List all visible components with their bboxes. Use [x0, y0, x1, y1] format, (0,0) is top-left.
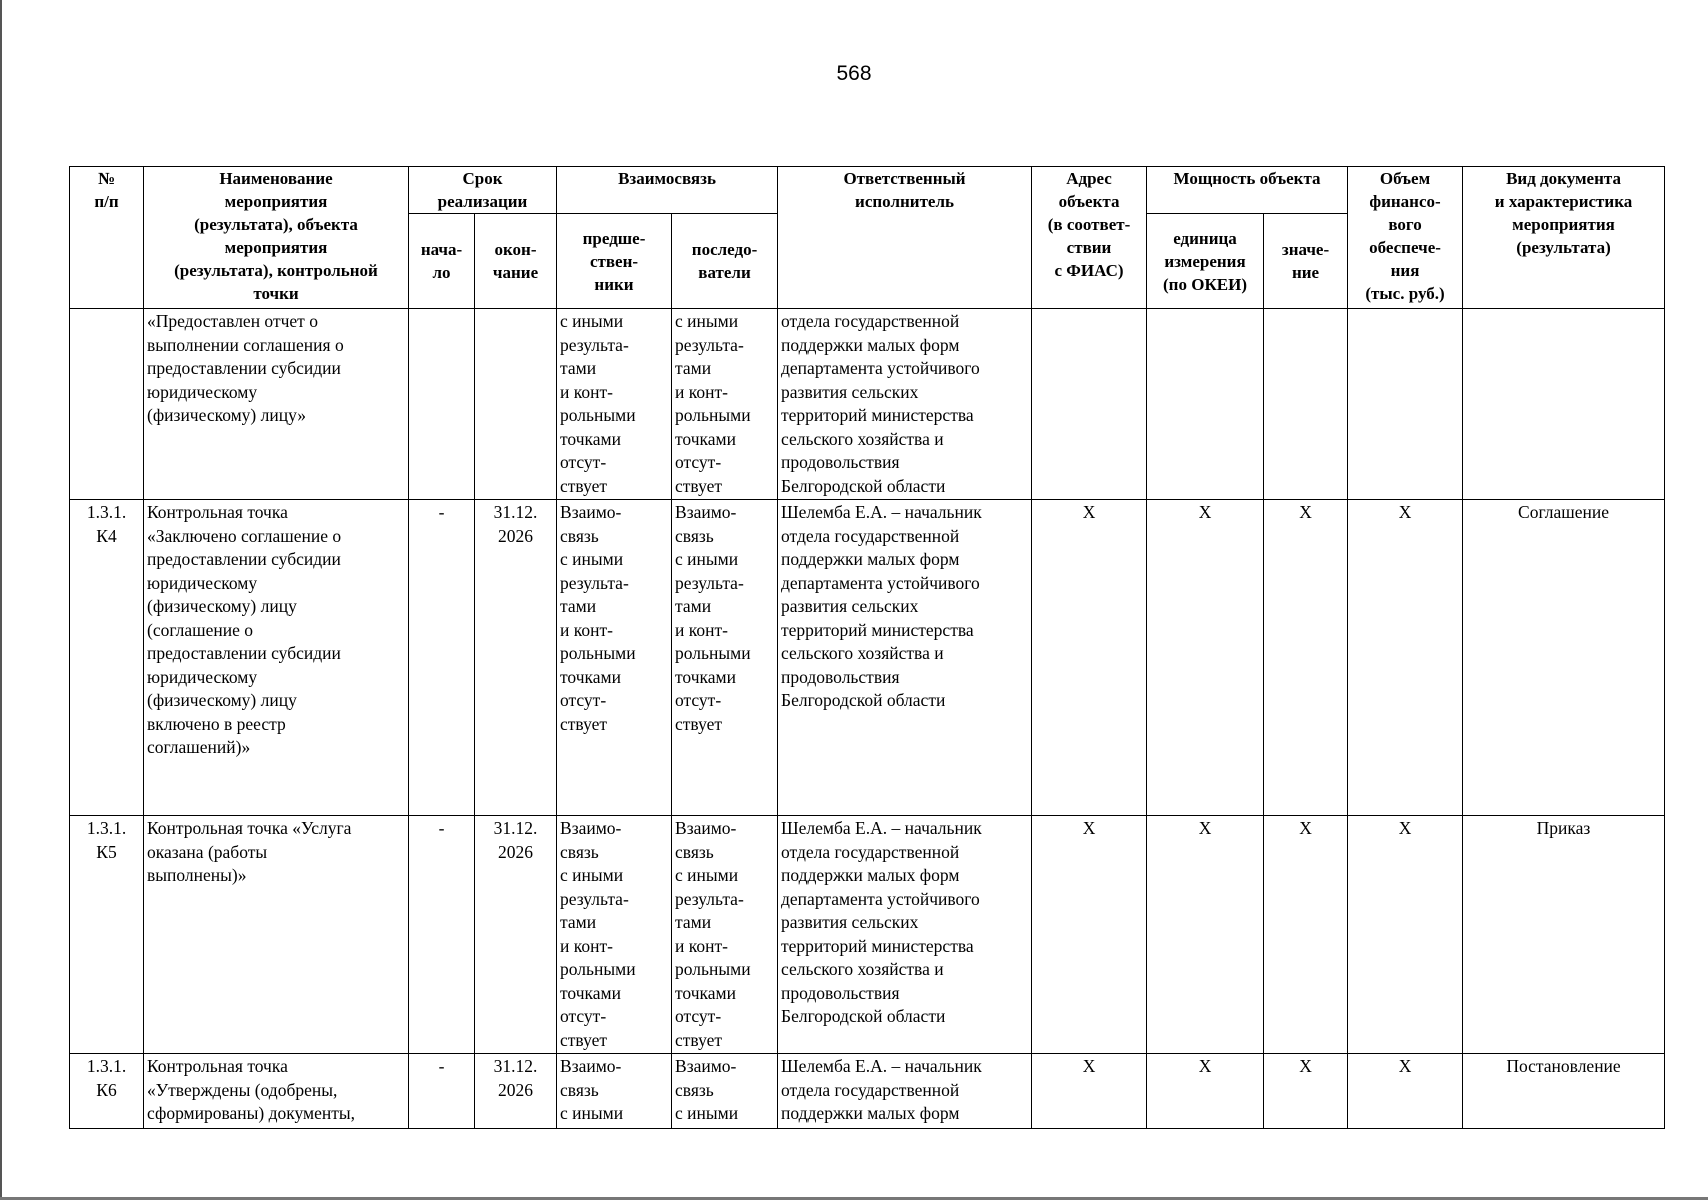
row-predecessors: Взаимо- связь с иными	[557, 1054, 672, 1129]
row-num: 1.3.1. К6	[70, 1054, 144, 1129]
table-row	[70, 500, 1665, 816]
header-link: Взаимосвязь	[557, 167, 778, 214]
row-value: Х	[1264, 1054, 1348, 1129]
row-address: Х	[1032, 816, 1147, 1054]
row-doc-type: Постановление	[1463, 1054, 1665, 1129]
row-successors: Взаимо- связь с иными результа- тами и конт- рольными точками отсут- ствует	[672, 500, 778, 816]
row-responsible: Шелемба Е.А. – начальник отдела государственной поддержки малых форм департамента устойчивого развития сельских территорий министерства сельского хозяйства и продовольствия Белгородской области	[778, 500, 1032, 816]
header-name: Наименование мероприятия (результата), объекта мероприятия (результата), контрольной точки	[144, 167, 409, 309]
row-finance	[1348, 309, 1463, 500]
header-term-start: нача- ло	[409, 214, 475, 309]
header-capacity: Мощность объекта	[1147, 167, 1348, 214]
row-successors: Взаимо- связь с иными	[672, 1054, 778, 1129]
row-finance: Х	[1348, 1054, 1463, 1129]
row-name: Контрольная точка «Утверждены (одобрены, сформированы) документы,	[144, 1054, 409, 1129]
row-num: 1.3.1. К5	[70, 816, 144, 1054]
row-end: 31.12. 2026	[475, 816, 557, 1054]
row-value: Х	[1264, 816, 1348, 1054]
header-address: Адрес объекта (в соответ- ствии с ФИАС)	[1032, 167, 1147, 309]
header-term-end: окон- чание	[475, 214, 557, 309]
page-number: 568	[836, 62, 872, 85]
row-end	[475, 309, 557, 500]
row-name: «Предоставлен отчет о выполнении соглашения о предоставлении субсидии юридическому (физическому) лицу»	[144, 309, 409, 500]
row-address: Х	[1032, 500, 1147, 816]
row-unit: Х	[1147, 816, 1264, 1054]
row-successors: Взаимо- связь с иными результа- тами и конт- рольными точками отсут- ствует	[672, 816, 778, 1054]
row-responsible: Шелемба Е.А. – начальник отдела государственной поддержки малых форм департамента устойчивого развития сельских территорий министерства сельского хозяйства и продовольствия Белгородской области	[778, 816, 1032, 1054]
row-address: Х	[1032, 1054, 1147, 1129]
row-start: -	[409, 500, 475, 816]
table-row	[70, 1054, 1665, 1129]
row-predecessors: Взаимо- связь с иными результа- тами и конт- рольными точками отсут- ствует	[557, 816, 672, 1054]
header-finance: Объем финансо- вого обеспече- ния (тыс. руб.)	[1348, 167, 1463, 309]
row-doc-type: Соглашение	[1463, 500, 1665, 816]
row-successors: с иными результа- тами и конт- рольными точками отсут- ствует	[672, 309, 778, 500]
row-name: Контрольная точка «Услуга оказана (работы выполнены)»	[144, 816, 409, 1054]
row-unit: Х	[1147, 1054, 1264, 1129]
row-address	[1032, 309, 1147, 500]
row-unit: Х	[1147, 500, 1264, 816]
row-finance: Х	[1348, 816, 1463, 1054]
row-responsible: отдела государственной поддержки малых форм департамента устойчивого развития сельских территорий министерства сельского хозяйства и продовольствия Белгородской области	[778, 309, 1032, 500]
row-name: Контрольная точка «Заключено соглашение о предоставлении субсидии юридическому (физическому) лицу (соглашение о предоставлении субсидии юридическому (физическому) лицу включено в реестр соглашений)»	[144, 500, 409, 816]
row-doc-type	[1463, 309, 1665, 500]
header-doc-type: Вид документа и характеристика мероприятия (результата)	[1463, 167, 1665, 309]
table-row	[70, 816, 1665, 1054]
row-num	[70, 309, 144, 500]
header-capacity-unit: единица измерения (по ОКЕИ)	[1147, 214, 1264, 309]
header-responsible: Ответственный исполнитель	[778, 167, 1032, 309]
row-start: -	[409, 1054, 475, 1129]
measures-table	[69, 166, 1665, 1129]
row-start	[409, 309, 475, 500]
header-term: Срок реализации	[409, 167, 557, 214]
row-finance: Х	[1348, 500, 1463, 816]
table-row	[70, 309, 1665, 500]
header-num: № п/п	[70, 167, 144, 309]
row-responsible: Шелемба Е.А. – начальник отдела государственной поддержки малых форм	[778, 1054, 1032, 1129]
row-num: 1.3.1. К4	[70, 500, 144, 816]
header-row-1	[70, 167, 1665, 214]
scan-left-edge	[0, 0, 2, 1200]
row-value: Х	[1264, 500, 1348, 816]
row-unit	[1147, 309, 1264, 500]
row-predecessors: Взаимо- связь с иными результа- тами и конт- рольными точками отсут- ствует	[557, 500, 672, 816]
row-start: -	[409, 816, 475, 1054]
row-doc-type: Приказ	[1463, 816, 1665, 1054]
row-end: 31.12. 2026	[475, 1054, 557, 1129]
header-capacity-value: значе- ние	[1264, 214, 1348, 309]
row-predecessors: с иными результа- тами и конт- рольными точками отсут- ствует	[557, 309, 672, 500]
header-link-pred: предше- ствен- ники	[557, 214, 672, 309]
row-end: 31.12. 2026	[475, 500, 557, 816]
row-value	[1264, 309, 1348, 500]
header-link-succ: последо- ватели	[672, 214, 778, 309]
